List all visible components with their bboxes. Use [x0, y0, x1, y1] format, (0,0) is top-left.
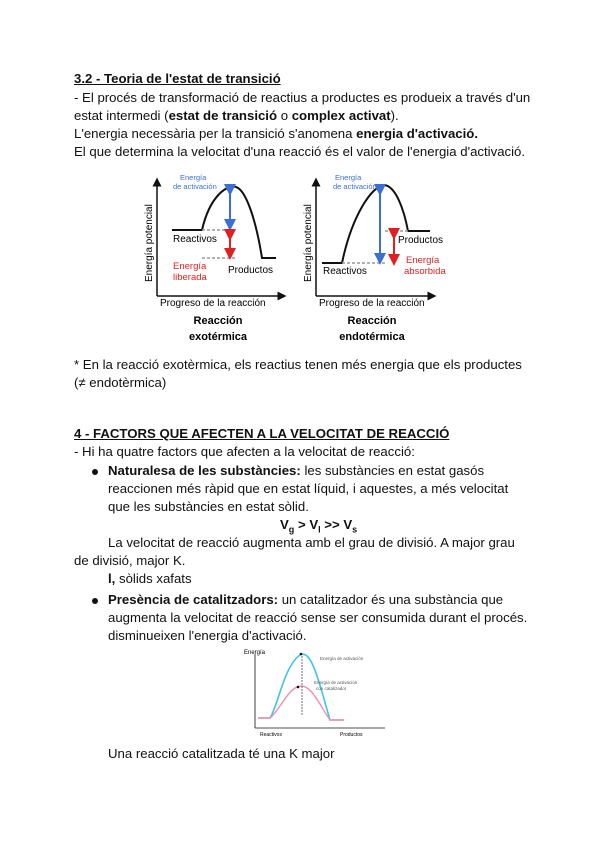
energy-released-label: liberada: [173, 272, 207, 283]
x-axis-label: Progreso de la reacción: [319, 298, 425, 309]
activation-label: de activación: [173, 182, 217, 191]
reactivos-label: Reactivos: [173, 234, 217, 245]
bullet-line: Presència de catalitzadors: un catalitzador és una substància que: [108, 592, 504, 607]
activation-label: Energía de activación: [320, 656, 364, 661]
bullet-line: Naturalesa de les substàncies: les substàncies en estat gasós: [108, 463, 485, 478]
section-3-2-heading: 3.2 - Teoria de l'estat de transició: [74, 71, 281, 86]
bullet-icon: [92, 469, 98, 475]
energy-released-label: Energía: [173, 261, 207, 272]
paragraph-line: L'energia necessària per la transició s'anomena energia d'activació.: [74, 126, 479, 141]
paragraph-line: - Hi ha quatre factors que afecten a la velocitat de reacció:: [74, 444, 415, 459]
paragraph-line: - El procés de transformació de reactius a productes es produeix a través d'un: [74, 90, 531, 105]
paragraph-line: estat intermedi (estat de transició o complex activat).: [74, 108, 399, 123]
x-axis-label: Progreso de la reacción: [160, 298, 266, 309]
bullet-line: augmenta la velocitat de reacció sense ser consumida durant el procés.: [108, 610, 528, 625]
exothermic-caption: exotérmica: [188, 331, 248, 343]
bullet-line: que les substàncies en estat sòlid.: [108, 499, 309, 514]
endothermic-diagram: [303, 173, 446, 343]
catalyst-activation-label: Energía de activación: [314, 680, 358, 685]
section-4-heading: 4 - FACTORS QUE AFECTEN A LA VELOCITAT DE REACCIÓ: [74, 426, 450, 441]
reactivos-label: Reactivos: [323, 266, 367, 277]
productos-label: Productos: [228, 265, 274, 276]
activation-label: Energía: [335, 173, 362, 182]
catalyst-diagram: [240, 646, 400, 738]
exothermic-diagram: [144, 173, 282, 343]
bullet-line: reaccionen més ràpid que en estat líquid, i aquestes, a més velocitat: [108, 481, 509, 496]
paragraph-line: Una reacció catalitzada té una K major: [108, 746, 335, 761]
productos-label: Productos: [340, 732, 363, 738]
paragraph-line: La velocitat de reacció augmenta amb el grau de divisió. A major grau: [108, 535, 515, 550]
energy-absorbed-label: absorbida: [404, 266, 446, 277]
bullet-line: disminueixen l'energia d'activació.: [108, 628, 307, 643]
energy-absorbed-label: Energía: [406, 255, 440, 266]
activation-label: Energía: [180, 173, 207, 182]
y-axis-label: Energía: [244, 650, 266, 656]
productos-label: Productos: [398, 235, 444, 246]
endothermic-caption: endotérmica: [339, 331, 405, 343]
note-line: * En la reacció exotèrmica, els reactius tenen més energia que els productes: [74, 357, 522, 372]
bullet-icon: [92, 598, 98, 604]
paragraph-line: l, sòlids xafats: [108, 571, 192, 586]
endothermic-caption: Reacción: [347, 315, 397, 327]
reactivos-label: Reactivos: [260, 732, 282, 738]
catalyst-activation-label: con catalizador: [316, 686, 347, 691]
y-axis-label: Energía potencial: [303, 204, 314, 282]
paragraph-line: El que determina la velocitat d'una reacció és el valor de l'energia d'activació.: [74, 144, 526, 159]
state-velocity-equation: $V_g > V_l >> V_s$: [280, 517, 358, 535]
y-axis-label: Energía potencial: [144, 204, 155, 282]
activation-label: de activación: [333, 182, 377, 191]
energy-diagrams: [140, 170, 450, 350]
exothermic-caption: Reacción: [193, 315, 243, 327]
note-line: (≠ endotèrmica): [74, 375, 167, 390]
paragraph-line: de divisió, major K.: [74, 553, 186, 568]
